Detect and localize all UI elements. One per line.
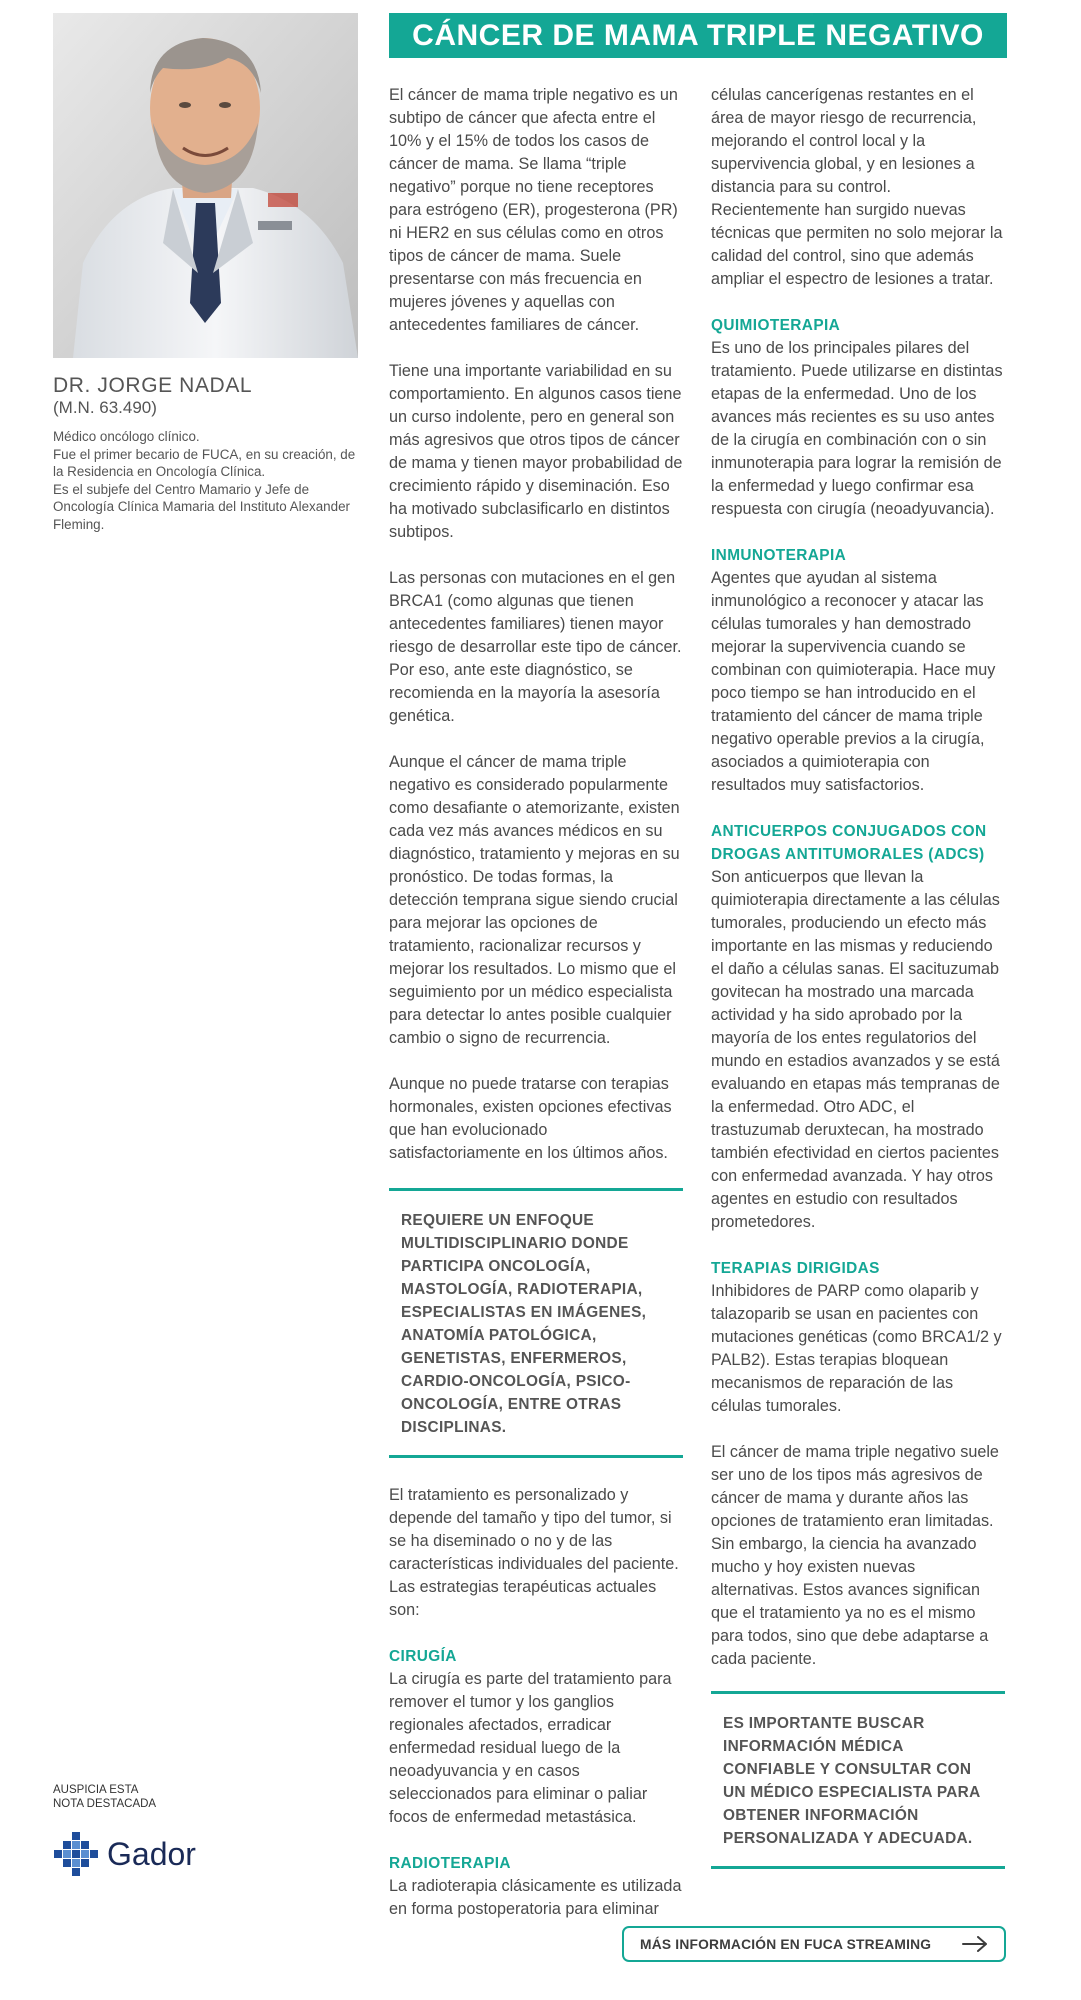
gador-logo[interactable] [53, 1831, 196, 1877]
pull-quote-text: REQUIERE UN ENFOQUE MULTIDISCIPLINARIO DONDE PARTICIPA ONCOLOGÍA, MASTOLOGÍA, RADIOTERAPIA, ESPECIALISTAS EN IMÁGENES, ANATOMÍA PATOLÓGICA, GENETISTAS, ENFERMEROS, CARDIO-ONCOLOGÍA, PSICO-ONCOLOGÍA, ENTRE OTRAS DISCIPLINAS. [401, 1212, 647, 1436]
section-heading-cirugia: CIRUGÍA [389, 1648, 457, 1665]
pull-quote [389, 1188, 683, 1458]
paragraph: Tiene una importante variabilidad en su comportamiento. En algunos casos tiene un curso indolente, pero en general son más agresivos que otros tipos de cáncer de mama y tienen mayor probabilidad de crecimiento rápido y diseminación. Eso ha motivado subclasificarlo en distintos subtipos. [389, 362, 683, 541]
section-heading-terapias-dirigidas: TERAPIAS DIRIGIDAS [711, 1260, 880, 1277]
arrow-right-icon [962, 1936, 988, 1952]
paragraph: El tratamiento es personalizado y depende del tamaño y tipo del tumor, si se ha diseminado o no y de las características individuales del paciente. Las estrategias terapéuticas actuales son: [389, 1486, 679, 1619]
sponsor-label-line: NOTA DESTACADA [53, 1798, 157, 1810]
gador-logo-icon [53, 1831, 99, 1877]
pull-quote [711, 1691, 1005, 1869]
paragraph: El cáncer de mama triple negativo es un subtipo de cáncer que afecta entre el 10% y el 15% de todos los casos de cáncer de mama. Se llama “triple negativo” porque no tiene receptores para estrógeno (ER), progesterona (PR) ni HER2 en sus células como en otros tipos de cáncer de mama. Suele presentarse con más frecuencia en mujeres jóvenes y aquellas con antecedentes familiares de cáncer. [389, 86, 678, 334]
fuca-streaming-button-label: MÁS INFORMACIÓN EN FUCA STREAMING [640, 1936, 932, 1952]
doctor-photo [53, 13, 358, 358]
paragraph: Inhibidores de PARP como olaparib y talazoparib se usan en pacientes con mutaciones genéticas (como BRCA1/2 y PALB2). Estas terapias bloquean mecanismos de reparación de las células tumorales. [711, 1282, 1002, 1415]
paragraph: Son anticuerpos que llevan la quimioterapia directamente a las células tumorales, produciendo un efecto más importante en las mismas y reduciendo el daño a células sanas. El sacituzumab govitecan ha mostrado una marcada actividad y ha sido aprobado por la mayoría de los entes regulatorios del mundo en estadios avanzados y se está evaluando en etapas más tempranas de la enfermedad. Otro ADC, el trastuzumab deruxtecan, ha mostrado también efectividad en ciertos pacientes con enfermedad avanzada. Y hay otros agentes en estudio con resultados prometedores. [711, 868, 1000, 1231]
paragraph: Agentes que ayudan al sistema inmunológico a reconocer y atacar las células tumorales y han demostrado mejorar la supervivencia cuando se combinan con quimioterapia. Hace muy poco tiempo se han introducido en el tratamiento del cáncer de mama triple negativo operable previos a la cirugía, asociados a quimioterapia con resultados muy satisfactorios. [711, 569, 996, 794]
section-heading-adcs: ANTICUERPOS CONJUGADOS CON DROGAS ANTITUMORALES (ADCS) [711, 823, 987, 863]
author-bio-line: Médico oncólogo clínico. [53, 429, 200, 444]
paragraph: El cáncer de mama triple negativo suele ser uno de los tipos más agresivos de cáncer de mama y durante años las opciones de tratamiento eran limitadas. Sin embargo, la ciencia ha avanzado mucho y hoy existen nuevas alternativas. Estos avances significan que el tratamiento ya no es el mismo para todos, sino que debe adaptarse a cada paciente. [711, 1443, 999, 1668]
gador-wordmark: Gador [107, 1835, 196, 1872]
sponsor-label [53, 1783, 156, 1811]
author-info [53, 374, 363, 533]
paragraph: Es uno de los principales pilares del tratamiento. Puede utilizarse en distintas etapas de la enfermedad. Uno de los avances más recientes es su uso antes de la cirugía en combinación con o sin inmunoterapia para lograr la remisión de la enfermedad y luego confirmar esa respuesta con cirugía (neoadyuvancia). [711, 339, 1003, 518]
paragraph: Aunque no puede tratarse con terapias hormonales, existen opciones efectivas que han evolucionado satisfactoriamente en los últimos años. [389, 1075, 672, 1162]
paragraph: Aunque el cáncer de mama triple negativo es considerado popularmente como desafiante o atemorizante, existen cada vez más avances médicos en su diagnóstico, tratamiento y mejoras en su pronóstico. De todas formas, la detección temprana sigue siendo crucial para mejorar las opciones de tratamiento, racionalizar recursos y mejorar los resultados. Lo mismo que el seguimiento por un médico especialista para detectar lo antes posible cualquier cambio o signo de recurrencia. [389, 753, 680, 1047]
fuca-streaming-button[interactable] [622, 1926, 1006, 1962]
paragraph: La radioterapia clásicamente es utilizada en forma postoperatoria para eliminar [389, 1877, 682, 1918]
paragraph: Recientemente han surgido nuevas técnicas que permiten no solo mejorar la calidad del control, sino que además ampliar el espectro de lesiones a tratar. [711, 201, 1003, 288]
page-title: CÁNCER DE MAMA TRIPLE NEGATIVO [389, 13, 1007, 58]
article-column-1 [389, 84, 683, 1921]
paragraph: células cancerígenas restantes en el área de mayor riesgo de recurrencia, mejorando el control local y la supervivencia global, y en lesiones a distancia para su control. [711, 86, 977, 196]
sponsor-label-line: AUSPICIA ESTA [53, 1784, 139, 1796]
section-heading-inmunoterapia: INMUNOTERAPIA [711, 547, 847, 564]
author-bio-line: Es el subjefe del Centro Mamario y Jefe de Oncología Clínica Mamaria del Instituto Alexander Fleming. [53, 481, 350, 532]
author-bio-line: Fue el primer becario de FUCA, en su creación, de la Residencia en Oncología Clínica. [53, 446, 356, 479]
paragraph: Las personas con mutaciones en el gen BRCA1 (como algunas que tienen antecedentes familiares) tienen mayor riesgo de desarrollar este tipo de cáncer. Por eso, ante este diagnóstico, se recomienda en la mayoría la asesoría genética. [389, 569, 682, 725]
author-name: DR. JORGE NADAL [53, 374, 253, 397]
article-column-2 [711, 84, 1005, 1895]
author-license: (M.N. 63.490) [53, 398, 157, 417]
section-heading-quimioterapia: QUIMIOTERAPIA [711, 317, 841, 334]
pull-quote-text: ES IMPORTANTE BUSCAR INFORMACIÓN MÉDICA CONFIABLE Y CONSULTAR CON UN MÉDICO ESPECIALISTA PARA OBTENER INFORMACIÓN PERSONALIZADA Y ADECUADA. [723, 1715, 980, 1847]
paragraph: La cirugía es parte del tratamiento para remover el tumor y los ganglios regionales afectados, erradicar enfermedad residual luego de la neoadyuvancia y en casos seleccionados para eliminar o paliar focos de enfermedad metastásica. [389, 1670, 672, 1826]
section-heading-radioterapia: RADIOTERAPIA [389, 1855, 511, 1872]
